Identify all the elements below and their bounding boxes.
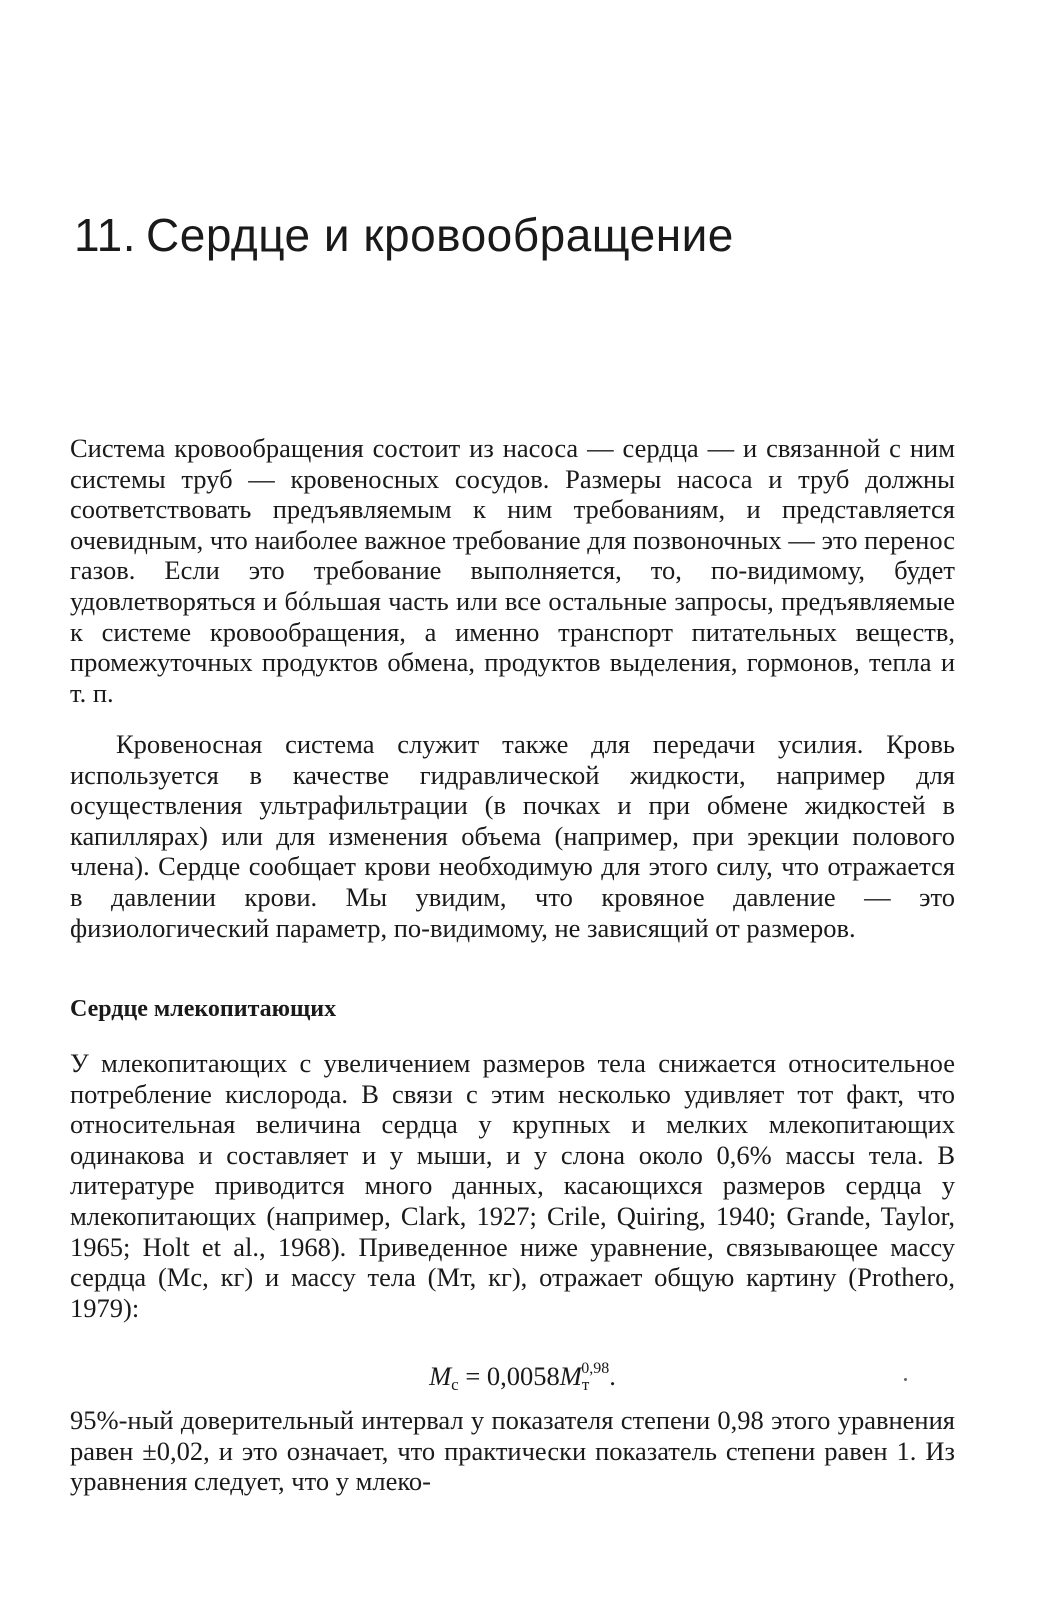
formula-rhs-symbol: М: [559, 1361, 582, 1391]
formula-coefficient: 0,0058: [486, 1361, 560, 1391]
formula-exponent: 0,98: [581, 1360, 610, 1377]
paragraph-heart-size: У млекопитающих с увеличением размеров тела снижается относительное потребление кислорода. В связи с этим несколько удивляет тот факт, что относительная величина сердца у крупных и мелких млекопитающих одинакова и составляет и у мыши, и у слона около 0,6% массы тела. В литературе приводится много данных, касающихся размеров сердца у млекопитающих (например, Clark, 1927; Crile, Quiring, 1940; Grande, Taylor, 1965; Holt et al., 1968). Приведенное ниже уравнение, связывающее массу сердца (Мс, кг) и массу тела (Мт, кг), отражает общую картину (Prothero, 1979):: [70, 1048, 955, 1323]
paragraph-confidence-interval: 95%-ный доверительный интервал у показателя степени 0,98 этого уравнения равен ±0,02, и это означает, что практически показатель степени равен 1. Из уравнения следует, что у млеко-: [70, 1405, 955, 1497]
chapter-title-text: Сердце и кровообращение: [146, 209, 734, 261]
formula-end: .: [609, 1361, 616, 1391]
paragraph-blood-force: Кровеносная система служит также для передачи усилия. Кровь используется в качестве гидравлической жидкости, например для осуществления ультрафильтрации (в почках и при обмене жидкостей в капиллярах) или для изменения объема (например, при эрекции полового члена). Сердце сообщает крови необходимую для этого силу, что отражается в давлении крови. Мы увидим, что кровяное давление — это физиологический параметр, по-видимому, не зависящий от размеров.: [70, 729, 955, 943]
print-speck: [904, 1378, 907, 1381]
formula-lhs-symbol: М: [429, 1361, 452, 1391]
formula-rhs-subscript: т: [581, 1375, 590, 1394]
formula-equals: =: [458, 1361, 487, 1391]
section-heading: Сердце млекопитающих: [70, 996, 337, 1022]
paragraph-intro: Система кровообращения состоит из насоса — сердца — и связанной с ним системы труб — кровеносных сосудов. Размеры насоса и труб должны соответствовать предъявляемым к ним требованиям, и представляется очевидным, что наиболее важное требование для позвоночных — это перенос газов. Если это требование выполняется, то, по-видимому, будет удовлетворяться и бóльшая часть или все остальные запросы, предъявляемые к системе кровообращения, а именно транспорт питательных веществ, промежуточных продуктов обмена, продуктов выделения, гормонов, тепла и т. п.: [70, 433, 955, 708]
formula-lhs-subscript: с: [451, 1375, 459, 1394]
chapter-number: 11.: [74, 209, 137, 261]
heart-mass-formula: [0, 1353, 1045, 1401]
chapter-title: [74, 208, 734, 262]
